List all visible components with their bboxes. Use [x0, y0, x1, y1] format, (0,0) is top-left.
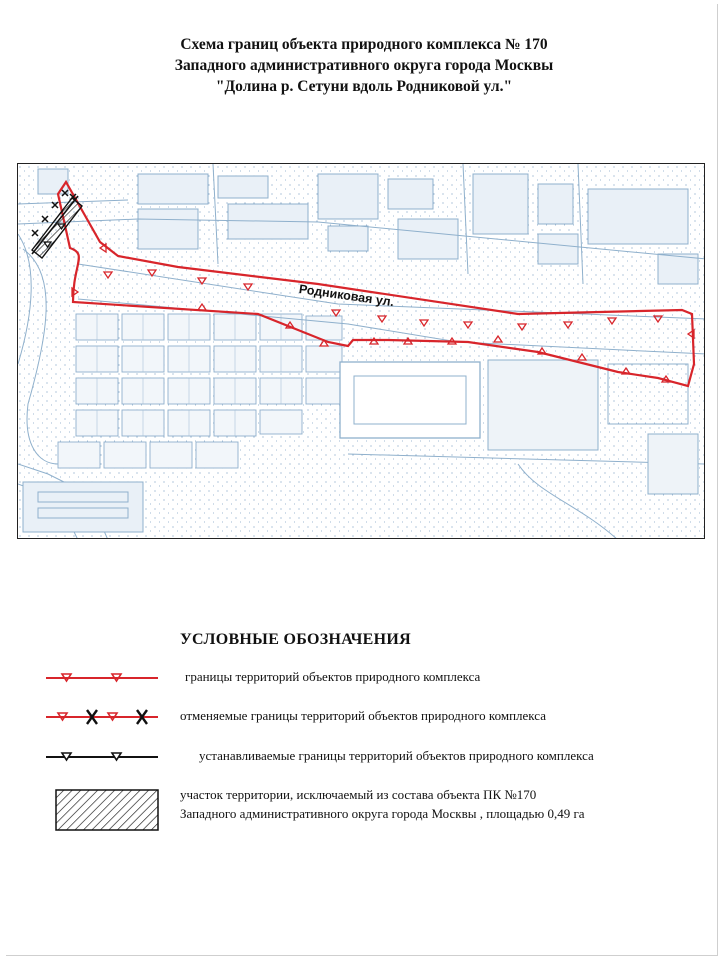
legend-text-existing: границы территорий объектов природного комплекса [185, 669, 481, 684]
legend-item-existing [0, 666, 728, 706]
title-line-1: Схема границ объекта природного комплекса № 170 [180, 36, 548, 53]
south-buildings [23, 482, 143, 532]
legend-symbol-excluded [44, 784, 164, 836]
legend-text-cancelled: отменяемые границы территорий объектов природного комплекса [180, 708, 546, 723]
legend-text-established: устанавливаемые границы территорий объектов природного комплекса [199, 748, 594, 763]
legend-text-excluded-line2: Западного административного округа города Москвы , площадью 0,49 га [180, 806, 585, 821]
map-panel[interactable] [17, 163, 705, 539]
map-title [0, 34, 728, 97]
legend-item-cancelled [0, 705, 728, 745]
title-line-3: "Долина р. Сетуни вдоль Родниковой ул." [215, 78, 513, 95]
legend-text-excluded [180, 785, 585, 823]
legend-symbol-established [44, 745, 162, 769]
legend-text-excluded-line1: участок территории, исключаемый из состава объекта ПК №170 [180, 787, 537, 802]
legend-item-excluded [0, 784, 728, 836]
legend-item-established [0, 745, 728, 785]
title-line-2: Западного административного округа города Москвы [174, 57, 554, 74]
street-label: Родниковая ул. [298, 282, 395, 310]
map-canvas [18, 164, 705, 539]
legend-symbol-cancelled [44, 705, 162, 729]
legend-symbol-existing [44, 666, 162, 690]
legend-title: УСЛОВНЫЕ ОБОЗНАЧЕНИЯ [180, 631, 411, 648]
